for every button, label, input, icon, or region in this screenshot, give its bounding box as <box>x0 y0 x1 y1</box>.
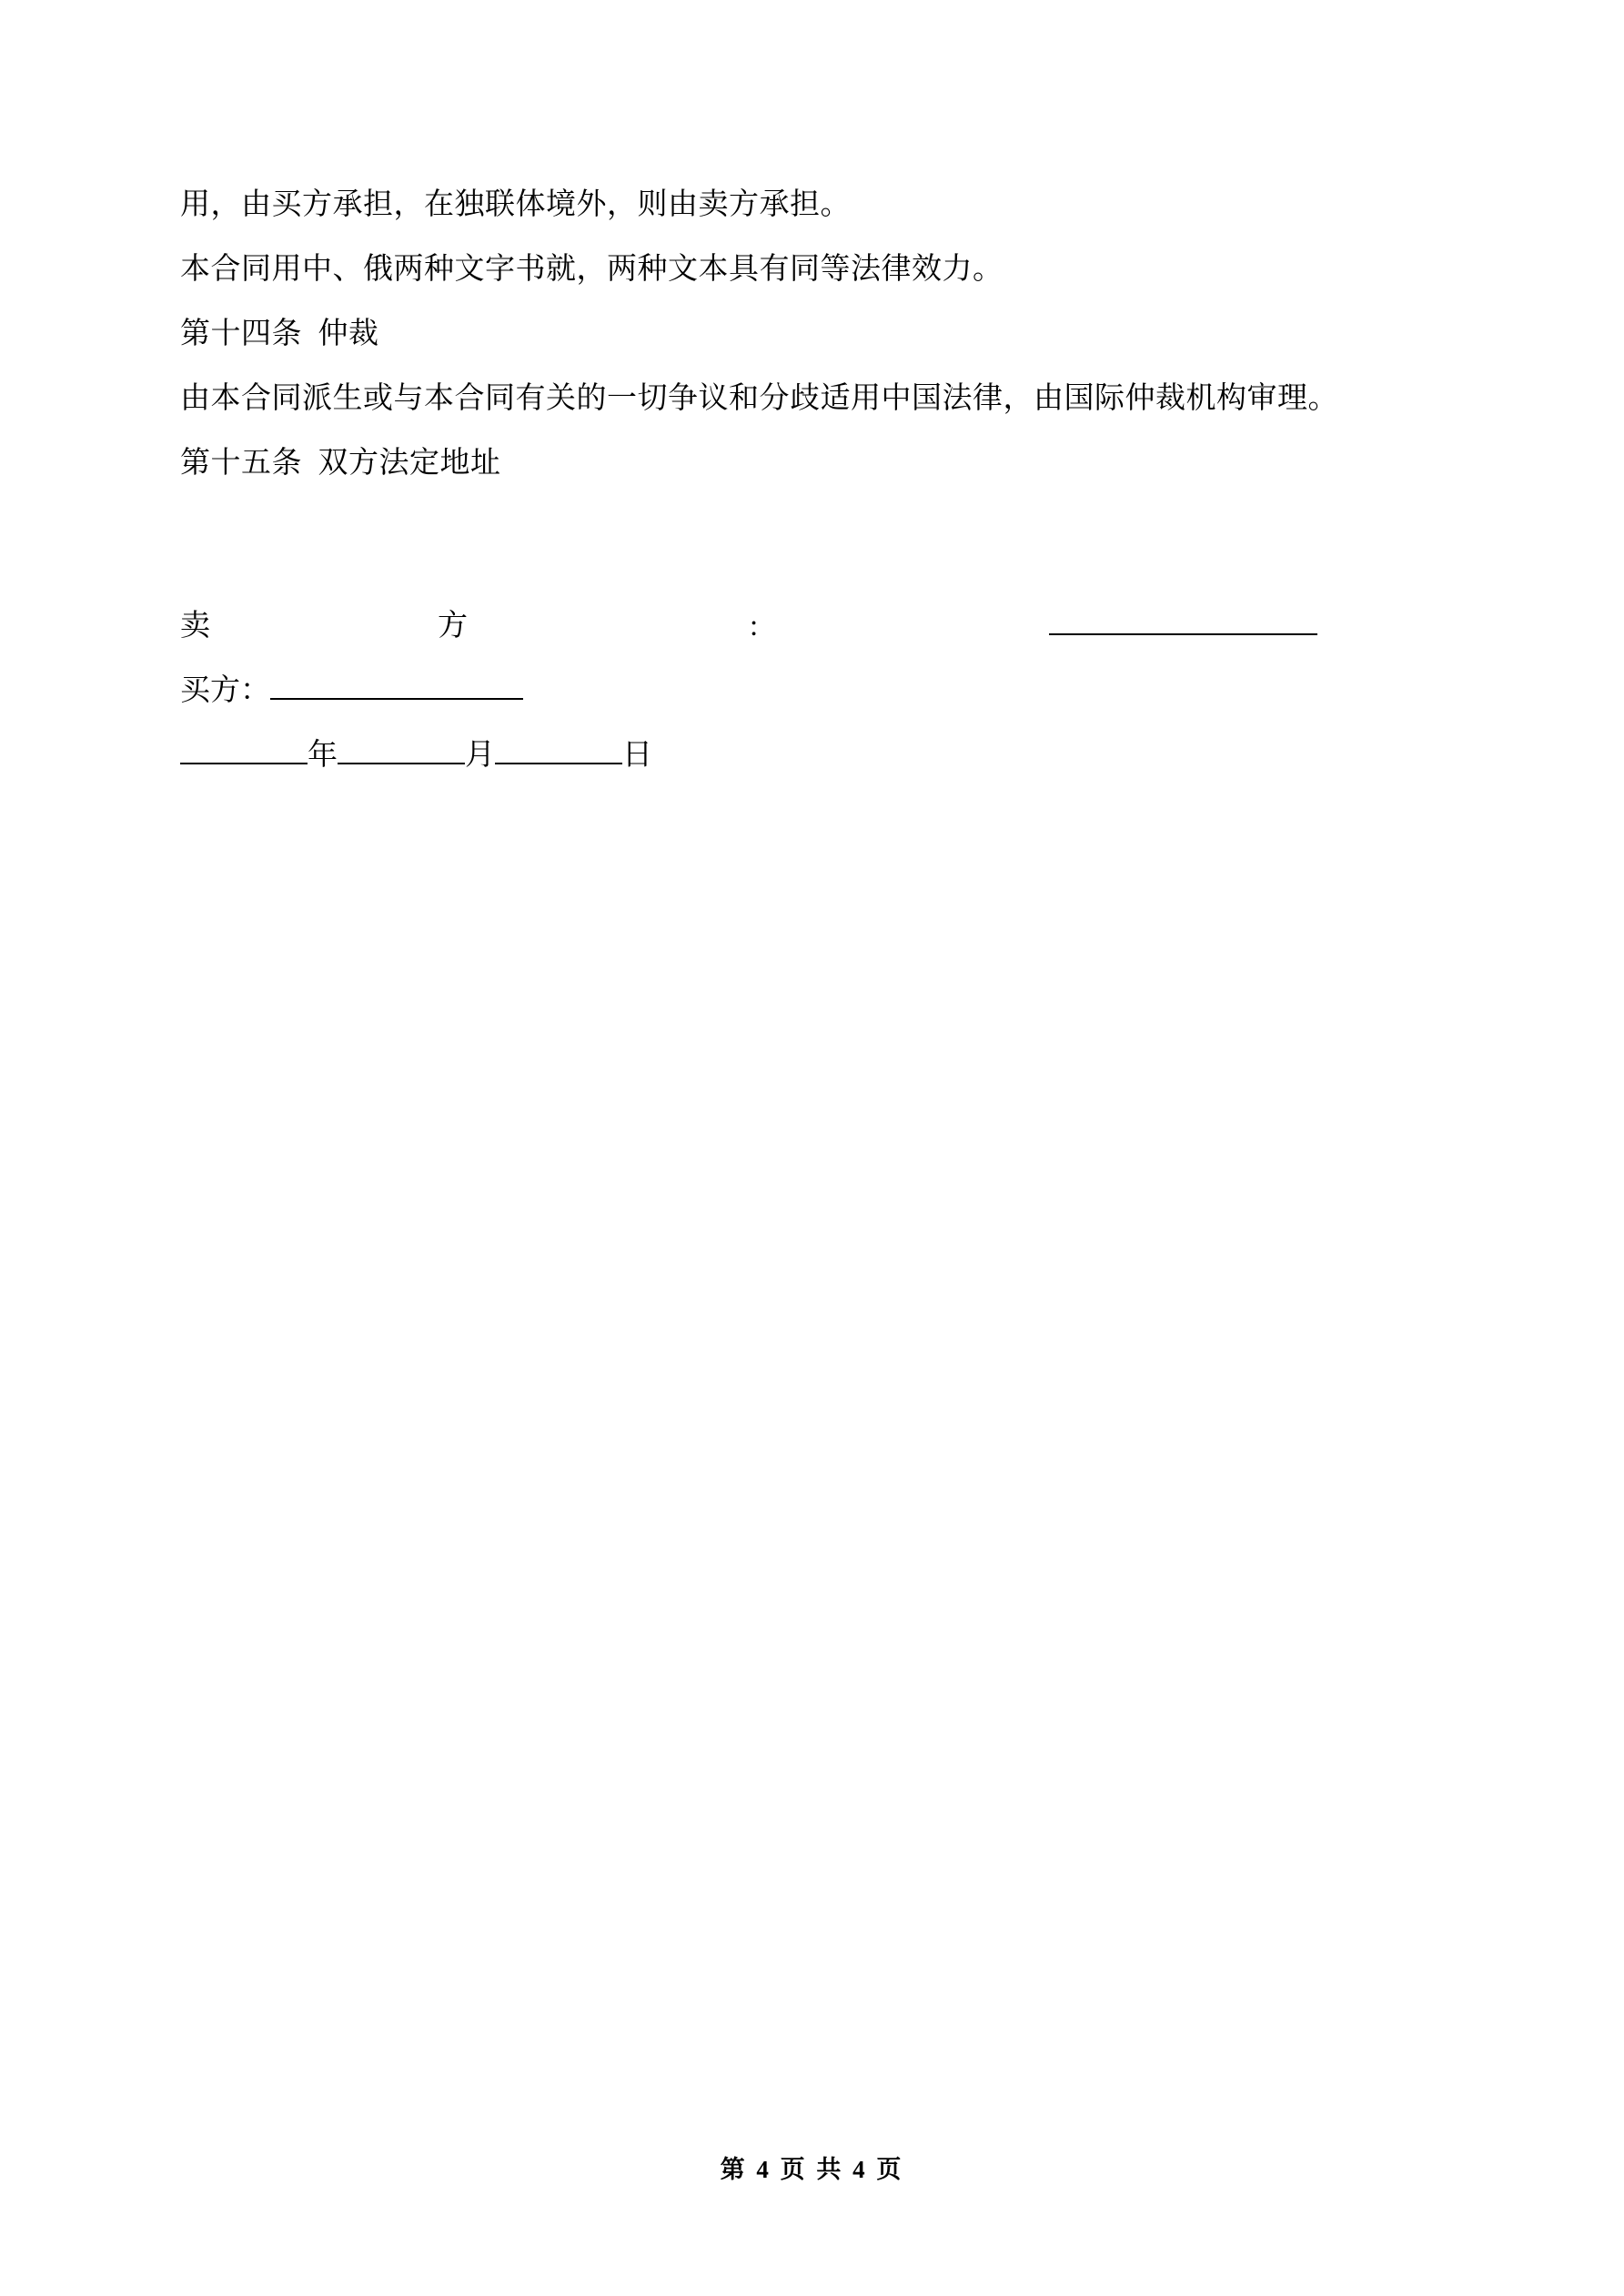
buyer-signature-row <box>180 659 1454 723</box>
paragraph: 用，由买方承担，在独联体境外，则由卖方承担。 <box>180 188 851 221</box>
clause-heading-15: 第十五条 双方法定地址 <box>180 447 501 480</box>
seller-signature-row <box>180 594 1417 659</box>
seller-label-2: 方 <box>438 610 468 642</box>
page-footer: 第 4 页 共 4 页 <box>720 2156 904 2183</box>
paragraph: 本合同用中、俄两种文字书就，两种文本具有同等法律效力。 <box>180 253 1004 286</box>
day-blank[interactable] <box>495 735 622 764</box>
date-row <box>180 723 1454 788</box>
blank-spacer <box>180 496 1454 594</box>
day-label: 日 <box>622 739 652 772</box>
month-blank[interactable] <box>338 735 465 764</box>
seller-signature-blank[interactable] <box>1049 606 1317 635</box>
seller-colon: : <box>750 610 759 642</box>
buyer-signature-blank[interactable] <box>270 671 523 700</box>
paragraph: 由本合同派生或与本合同有关的一切争议和分歧适用中国法律，由国际仲裁机构审理。 <box>180 382 1338 415</box>
buyer-label: 买方： <box>180 674 270 707</box>
seller-label: 卖 <box>180 610 210 642</box>
year-blank[interactable] <box>180 735 308 764</box>
clause-heading-14: 第十四条 仲裁 <box>180 318 379 350</box>
document-body <box>180 173 1454 788</box>
month-label: 月 <box>465 739 495 772</box>
year-label: 年 <box>308 739 338 772</box>
